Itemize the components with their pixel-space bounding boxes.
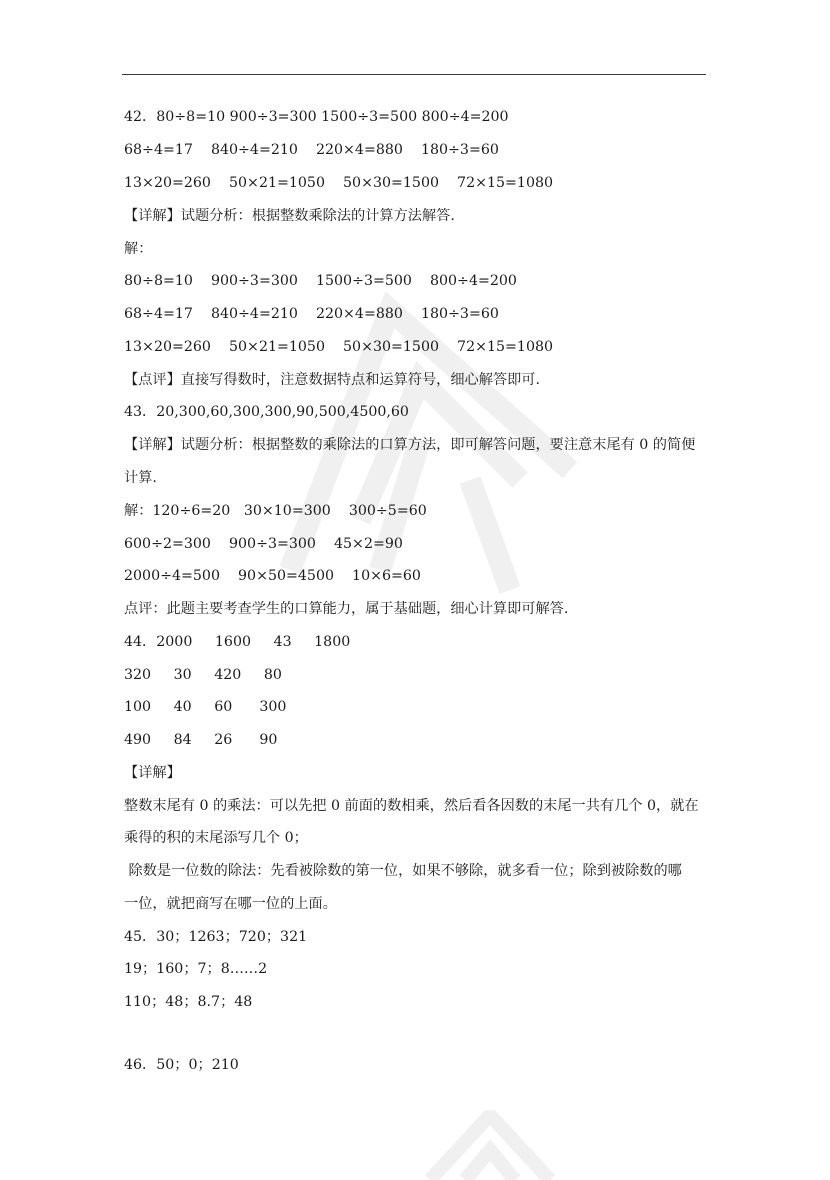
answer-44-detail-label: 【详解】 <box>124 765 181 781</box>
answer-44-line-4: 490 84 26 90 <box>124 732 278 748</box>
answer-42-solution-line-2: 68÷4=17 840÷4=210 220×4=880 180÷3=60 <box>124 306 499 322</box>
answer-44-detail-4: 一位，就把商写在哪一位的上面。 <box>124 896 337 912</box>
answer-45-line-2: 19；160；7；8……2 <box>124 961 268 977</box>
answer-42-solution-line-1: 80÷8=10 900÷3=300 1500÷3=500 800÷4=200 <box>124 273 517 289</box>
answer-42-line-2: 68÷4=17 840÷4=210 220×4=880 180÷3=60 <box>124 142 499 158</box>
answer-43-comment: 点评：此题主要考查学生的口算能力，属于基础题，细心计算即可解答. <box>124 601 569 617</box>
header-rule <box>122 74 706 75</box>
answer-45-line-3: 110；48；8.7；48 <box>124 994 253 1010</box>
answer-44-detail-3: 除数是一位数的除法：先看被除数的第一位，如果不够除，就多看一位；除到被除数的哪 <box>124 863 682 879</box>
answer-42-solution-label: 解： <box>124 241 153 257</box>
answer-43-solution-line-1: 解：120÷6=20 30×10=300 300÷5=60 <box>124 503 427 519</box>
answer-43-solution-line-2: 600÷2=300 900÷3=300 45×2=90 <box>124 536 403 552</box>
answer-44-line-1: 44．2000 1600 43 1800 <box>124 634 351 650</box>
answer-43-detail-1: 【详解】试题分析：根据整数的乘除法的口算方法，即可解答问题，要注意末尾有 0 的简便 <box>124 437 696 453</box>
answer-44-line-2: 320 30 420 80 <box>124 667 282 683</box>
answer-43-solution-line-3: 2000÷4=500 90×50=4500 10×6=60 <box>124 568 421 584</box>
answer-42-detail: 【详解】试题分析：根据整数乘除法的计算方法解答. <box>124 208 455 224</box>
answer-42-line-3: 13×20=260 50×21=1050 50×30=1500 72×15=1080 <box>124 175 554 191</box>
answer-42-solution-line-3: 13×20=260 50×21=1050 50×30=1500 72×15=1080 <box>124 339 554 355</box>
answer-45-line-1: 45．30；1263；720；321 <box>124 929 308 945</box>
answer-42-line-1: 42．80÷8=10 900÷3=300 1500÷3=500 800÷4=200 <box>124 109 509 125</box>
answer-43-detail-2: 计算. <box>124 470 157 486</box>
answer-44-detail-1: 整数末尾有 0 的乘法：可以先把 0 前面的数相乘，然后看各因数的末尾一共有几个 0，就在 <box>124 798 699 814</box>
answer-44-line-3: 100 40 60 300 <box>124 699 287 715</box>
answer-44-detail-2: 乘得的积的末尾添写几个 0； <box>124 830 308 846</box>
answer-43-line-1: 43．20,300,60,300,300,90,500,4500,60 <box>124 404 409 420</box>
watermark-bottom-icon <box>420 1110 560 1180</box>
answer-46-line-1: 46．50；0；210 <box>124 1057 239 1073</box>
answer-42-comment: 【点评】直接写得数时，注意数据特点和运算符号，细心解答即可. <box>124 372 540 388</box>
